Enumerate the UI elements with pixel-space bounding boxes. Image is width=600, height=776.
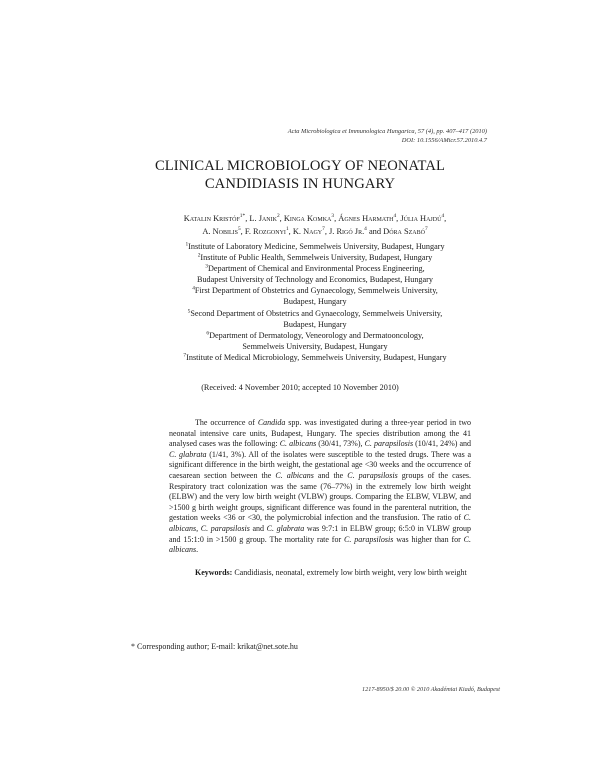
- author-name: Katalin Kristóf: [183, 214, 240, 223]
- author-name: Dóra Szabó: [383, 227, 425, 236]
- affiliation-text: Institute of Laboratory Medicine, Semmelweis University, Budapest, Hungary: [188, 242, 445, 251]
- author-list: Katalin Kristóf$^{1*}$, L. Janik$^2$, Kinga Komka$^3$, Ágnes Harmath$^4$, Júlia Hajdú$^4$, A. Nobilis$^5$, F. Rozgonyi$^1$, K. Nagy$^7$, J. Rigó Jr.$^4$ and Dóra Szabó$^7$: [183, 213, 447, 236]
- corresponding-star: *: [242, 213, 246, 220]
- author-affiliation-sup: 4: [364, 226, 367, 233]
- copyright-footer: 1217-8950/$ 20.00 © 2010 Akadémiai Kiadó, Budapest: [362, 686, 500, 693]
- abstract-text: and the: [313, 470, 348, 480]
- author-affiliation-sup: 1: [285, 226, 289, 233]
- abstract-italic: C. albicans: [279, 439, 317, 449]
- affiliation-text: Second Department of Obstetrics and Gynaecology, Semmelweis University,: [190, 308, 443, 318]
- affiliation-sup: 4: [192, 285, 195, 292]
- author-name: A. Nobilis: [202, 227, 238, 236]
- keywords-text: Candidiasis, neonatal, extremely low birth weight, very low birth weight: [232, 568, 467, 577]
- author-name: K. Nagy: [292, 227, 323, 236]
- title-line-1: CLINICAL MICROBIOLOGY OF NEONATAL: [154, 158, 446, 174]
- author-affiliation-sup: 4: [441, 213, 445, 220]
- corresponding-author-footnote: * Corresponding author; E-mail: krikat@net.sote.hu: [131, 642, 298, 651]
- abstract-text: spp. was investigated during a three-year period in two neonatal intensive care units, Budapest, Hungary. The species distribution among the 41 analysed cases was the following:: [169, 418, 471, 449]
- journal-line-1: Acta Microbiologica et Immunologica Hungarica, 57 (4), pp. 407–417 (2010): [287, 128, 487, 135]
- journal-doi: DOI: 10.1556/AMicr.57.2010.4.7: [401, 137, 487, 144]
- affiliation-text: Department of Dermatology, Veneorology and Dermatooncology,: [209, 330, 424, 340]
- author-name: F. Rozgonyi: [244, 227, 286, 236]
- abstract-italic: C. glabrata: [266, 523, 305, 533]
- affiliation-line: [100, 341, 530, 352]
- abstract-text: was higher than for: [393, 534, 464, 544]
- abstract-text: .: [196, 545, 199, 555]
- author-name: Júlia Hajdú: [400, 214, 442, 223]
- abstract-italic: C. parapsilosis: [347, 470, 398, 480]
- abstract-italic: C. parapsilosis: [364, 439, 414, 449]
- author-name: Ágnes Harmath: [338, 214, 394, 223]
- author-affiliation-sup: 1: [239, 213, 243, 220]
- author-affiliation-sup: 2: [276, 213, 280, 220]
- affiliation-sup: 3: [205, 263, 208, 270]
- abstract-italic: C. albicans: [275, 470, 314, 480]
- affiliation-sup: 2: [197, 252, 201, 259]
- abstract-text: The occurrence of: [195, 418, 258, 427]
- affiliation-text: Semmelweis University, Budapest, Hungary: [242, 341, 388, 351]
- abstract-text: was 9:7:1 in ELBW group; 6:5:0 in VLBW group and 15:1:0 in >1500 g group. The mortality rate for: [169, 523, 471, 544]
- author-name: Kinga Komka: [283, 214, 332, 223]
- affiliation-line: [100, 274, 530, 285]
- abstract-text: (30/41, 73%),: [316, 439, 365, 449]
- author-name: J. Rigó Jr.: [329, 227, 365, 236]
- affiliation-line: [100, 263, 530, 274]
- abstract-paragraph: [169, 418, 471, 556]
- affiliation-line: [100, 319, 530, 330]
- author-name: L. Janik: [249, 214, 277, 223]
- journal-citation: [288, 127, 487, 145]
- affiliation-sup: 6: [206, 330, 210, 337]
- author-affiliation-sup: 7: [322, 226, 325, 233]
- abstract-italic: C. glabrata: [169, 449, 207, 459]
- author-and: and: [368, 227, 382, 236]
- abstract-italic: C. albicans, C. parapsilosis: [169, 513, 471, 533]
- abstract: [169, 418, 471, 556]
- title-line-2: CANDIDIASIS IN HUNGARY: [204, 176, 396, 192]
- affiliation-text: First Department of Obstetrics and Gynaecology, Semmelweis University,: [194, 286, 438, 296]
- affiliation-text: Institute of Public Health, Semmelweis University, Budapest, Hungary: [200, 253, 433, 263]
- affiliation-line: [100, 296, 530, 307]
- affiliation-line: [100, 352, 530, 363]
- affiliation-sup: 7: [183, 352, 187, 359]
- affiliation-text: Department of Chemical and Environmental Process Engineering,: [208, 264, 425, 274]
- affiliation-line: [100, 308, 530, 319]
- affiliation-line: [100, 241, 530, 252]
- author-affiliation-sup: 7: [424, 226, 428, 233]
- abstract-italic: C. albicans: [169, 534, 471, 555]
- received-dates: (Received: 4 November 2010; accepted 10 November 2010): [201, 383, 399, 392]
- author-affiliation-sup: 4: [393, 213, 397, 220]
- abstract-text: and: [249, 523, 267, 533]
- keywords: [169, 568, 471, 579]
- keywords-label: Keywords:: [195, 568, 233, 577]
- affiliation-sup: 1: [185, 241, 189, 248]
- affiliation-text: Budapest, Hungary: [283, 319, 347, 329]
- abstract-italic: Candida: [257, 418, 286, 427]
- affiliation-line: [100, 330, 530, 341]
- abstract-text: groups of the cases. Respiratory tract colonization was the same (76–77%) in the extremely low birth weight (ELBW) and the very low birth weight (VLBW) groups. Comparing the ELBW, VLBW, and >1500 g birth weight groups, significant difference was found in the parenteral nutrition, the gestation weeks <36 or <30, the polymicrobial infection and the transfusion. The ratio of: [169, 470, 471, 523]
- paper-title: [60, 157, 540, 193]
- author-affiliation-sup: 5: [237, 226, 241, 233]
- affiliation-line: [100, 252, 530, 263]
- affiliation-text: Budapest University of Technology and Economics, Budapest, Hungary: [197, 275, 433, 285]
- affiliations: [100, 241, 530, 363]
- affiliation-sup: 5: [187, 307, 191, 314]
- affiliation-text: Institute of Medical Microbiology, Semmelweis University, Budapest, Hungary: [186, 352, 447, 362]
- abstract-text: (10/41, 24%) and: [413, 439, 471, 449]
- author-affiliation-sup: 3: [331, 213, 335, 220]
- abstract-italic: C. parapsilosis: [344, 534, 394, 544]
- affiliation-text: Budapest, Hungary: [283, 297, 347, 307]
- abstract-text: (1/41, 3%). All of the isolates were susceptible to the tested drugs. There was a significant difference in the birth weight, the gestational age <30 weeks and the occurrence of caesarean section between the: [169, 449, 471, 480]
- affiliation-line: [100, 285, 530, 296]
